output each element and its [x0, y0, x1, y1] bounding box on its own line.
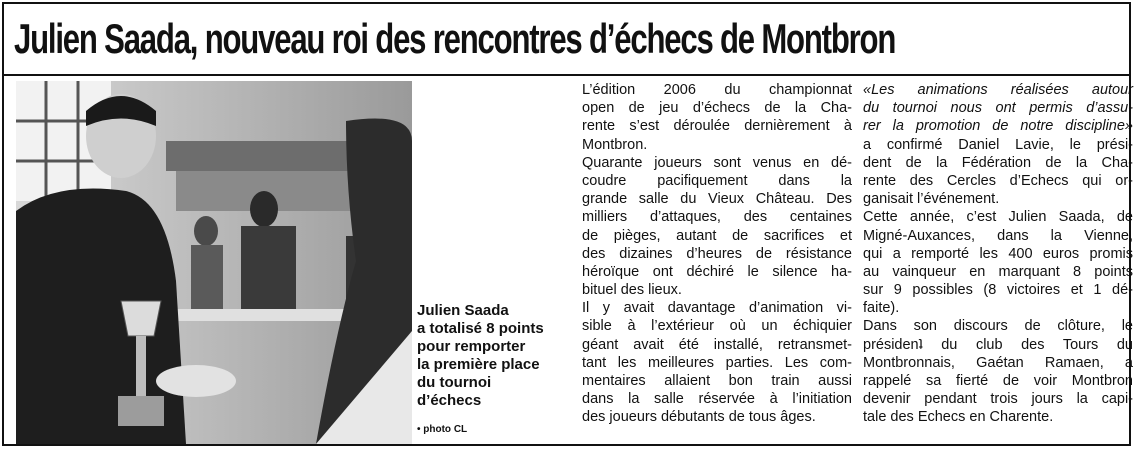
article-text-line: héroïque ont déchiré le silence ha- [582, 263, 852, 280]
article-text-line: Il y avait davantage d’animation vi- [582, 300, 852, 317]
caption-line: Julien Saada [417, 302, 509, 319]
article-text-line: rer la promotion de notre discipline» [863, 118, 1133, 135]
article-text-line: L’édition 2006 du championnat [582, 82, 852, 98]
article-text-line: «Les animations réalisées autour [863, 82, 1133, 98]
article-text-line: devenir pendant trois jours la capi- [863, 391, 1133, 408]
article-text-line: Montbron. [582, 136, 648, 153]
article-text-line: Quarante joueurs sont venus en dé- [582, 154, 852, 171]
article-text-line: Migné-Auxances, dans la Vienne, [863, 227, 1133, 244]
article-text-line: open de jeu d’échecs de la Cha- [582, 100, 852, 117]
article-text-line: coudre pacifiquement dans la [582, 172, 852, 189]
article-text-line: Cette année, c’est Julien Saada, de [863, 209, 1133, 226]
article-text-line: des dizaines d’heures de résistance [582, 245, 852, 262]
article-text-line: milliers d’attaques, des centaines [582, 209, 852, 226]
headline: Julien Saada, nouveau roi des rencontres d’échecs de Montbron [14, 15, 896, 62]
article-text-line: faite). [863, 300, 900, 317]
caption-line: la première place [417, 356, 540, 373]
article-text-line: ganisait l’événement. [863, 191, 1000, 208]
caption-line: pour remporter [417, 338, 526, 355]
article-text-line: des joueurs débutants de tous âges. [582, 409, 816, 426]
photo-caption [417, 302, 557, 410]
headline-rule [4, 74, 1129, 76]
article-text-line: sur 9 possibles (8 victoires et 1 dé- [863, 282, 1133, 299]
article-text-line: rappelé sa fierté de voir Montbron [863, 373, 1133, 389]
article-text-line: mentaires allaient bon train aussi [582, 373, 852, 389]
article-text-line: bituel des lieux. [582, 282, 682, 299]
article-text-line: géant avait été installé, retransmet- [582, 336, 852, 353]
photo-chess-award-image [16, 81, 412, 444]
caption-line: a totalisé 8 points [417, 320, 544, 337]
caption-line: du tournoi [417, 374, 492, 391]
article-column-1 [582, 81, 852, 427]
article-text-line: présidenʇ du club des Tours du [863, 336, 1133, 353]
caption-line: d’échecs [417, 392, 482, 409]
article-photo [16, 81, 412, 444]
article-text-line: tale des Echecs en Charente. [863, 409, 1054, 426]
article-text-line: rente des Cercles d’Echecs qui or- [863, 172, 1133, 189]
article-text-line: du tournoi nous ont permis d’assu- [863, 100, 1133, 117]
article-text-line: au vainqueur en marquant 8 points [863, 263, 1133, 280]
article-text-line: Dans son discours de clôture, le [863, 318, 1133, 335]
article-column-2 [863, 81, 1133, 427]
article-text-line: tant les meilleures parties. Les com- [582, 354, 852, 371]
article-text-line: sible à l’extérieur où un échiquier [582, 318, 852, 335]
article-frame [2, 2, 1131, 446]
article-text-line: dans la salle réservée à l’initiation [582, 391, 852, 408]
article-text-line: a confirmé Daniel Lavie, le prési- [863, 136, 1133, 153]
article-text-line: qui a remporté les 400 euros promis [863, 245, 1133, 262]
article-text-line: grande salle du Vieux Château. Des [582, 191, 852, 208]
article-text-line: dent de la Fédération de la Cha- [863, 154, 1133, 171]
photo-credit: • photo CL [417, 424, 468, 435]
article-text-line: Montbronnais, Gaétan Ramaen, a [863, 354, 1133, 371]
article-text-line: de pièges, autant de sacrifices et [582, 227, 852, 244]
article-text-line: rente s’est déroulée dernièrement à [582, 118, 852, 135]
